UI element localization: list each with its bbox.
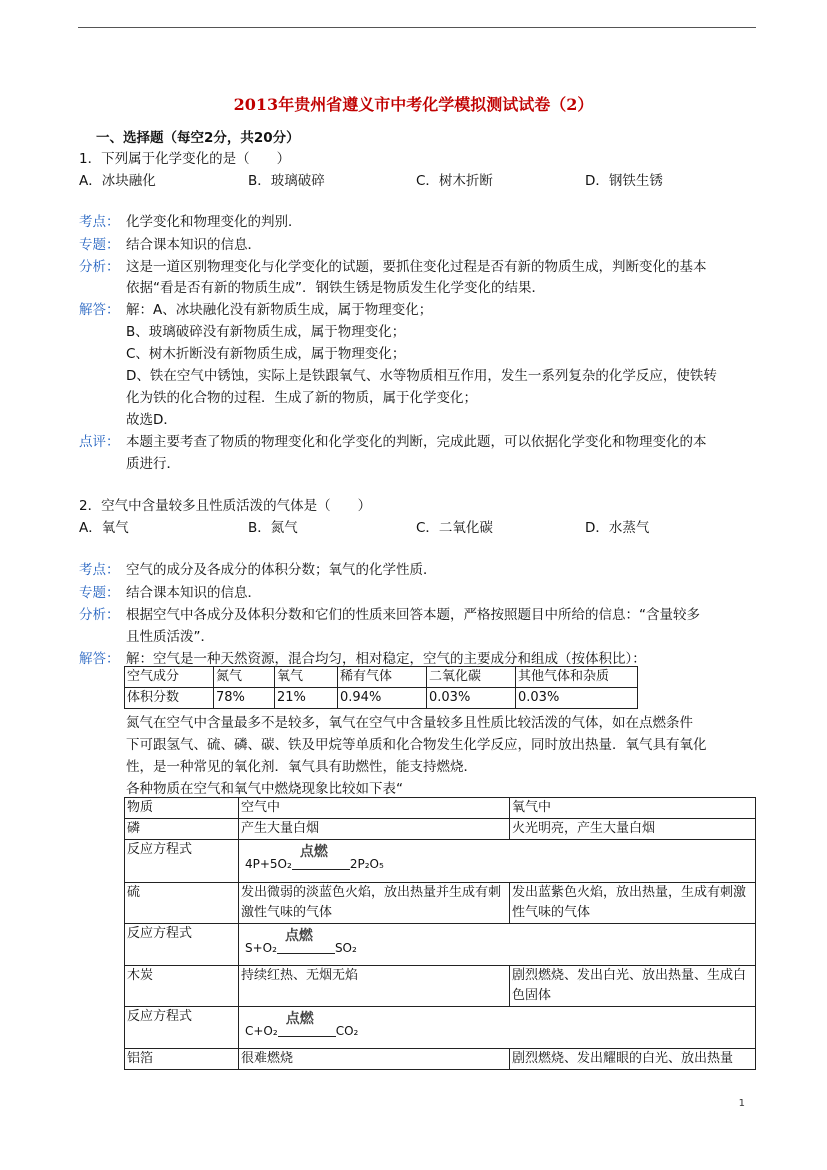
reaction-condition: 点燃 (284, 927, 313, 944)
table-cell: 反应方程式 (125, 924, 239, 966)
table-cell: 其他气体和杂质 (516, 667, 638, 688)
equation-reactants: S+O₂ (245, 941, 277, 955)
table-row (125, 1007, 756, 1049)
section-heading: 一、选择题（每空2分，共20分） (96, 130, 300, 146)
table-cell: 剧烈燃烧、发出白光、放出热量、生成白色固体 (510, 966, 756, 1007)
q2-jieda-label: 解答： (79, 651, 120, 667)
q1-zhuanti-label: 专题： (79, 237, 120, 253)
table-cell: 稀有气体 (338, 667, 427, 688)
q2-fenxi-label: 分析： (79, 607, 120, 623)
equation-products: 2P₂O₅ (349, 857, 384, 871)
page-title: 2013年贵州省遵义市中考化学模拟测试试卷（2） (233, 95, 594, 114)
table-cell: 氮气 (214, 667, 275, 688)
q1-jieda-line: B、玻璃破碎没有新物质生成，属于物理变化； (126, 324, 406, 340)
chemical-equation (245, 927, 357, 958)
header-rule (78, 27, 756, 28)
q1-option-c: C．树木折断 (416, 173, 493, 189)
table-cell: 物质 (125, 798, 239, 819)
table-row (125, 1049, 756, 1070)
table-cell: 空气成分 (125, 667, 214, 688)
reaction-condition: 点燃 (299, 843, 328, 860)
q1-dianping-line: 质进行． (126, 456, 180, 472)
q1-stem: 1．下列属于化学变化的是（ ） (79, 151, 291, 167)
q2-jieda-intro: 解：空气是一种天然资源，混合均匀，相对稳定，空气的主要成分和组成（按体积比）： (126, 651, 646, 667)
q2-option-d: D．水蒸气 (585, 520, 650, 536)
q2-para-line: 性，是一种常见的氧化剂．氧气具有助燃性，能支持燃烧． (126, 759, 477, 775)
table-cell: 发出微弱的淡蓝色火焰，放出热量并生成有刺激性气味的气体 (239, 883, 510, 924)
q2-stem: 2．空气中含量较多且性质活泼的气体是（ ） (79, 498, 372, 514)
table-row (125, 819, 756, 840)
q1-jieda-line: C、树木折断没有新物质生成，属于物理变化； (126, 346, 406, 362)
q1-option-d: D．钢铁生锈 (585, 173, 663, 189)
table-cell: 0.94% (338, 688, 427, 709)
air-composition-table (124, 666, 638, 709)
table-cell: 剧烈燃烧、发出耀眼的白光、放出热量 (510, 1049, 756, 1070)
q1-fenxi-label: 分析： (79, 259, 120, 275)
q2-option-a: A．氧气 (79, 520, 129, 536)
table-cell: 发出蓝紫色火焰，放出热量，生成有刺激性气味的气体 (510, 883, 756, 924)
reaction-arrow (277, 927, 335, 956)
q1-option-b: B．玻璃破碎 (248, 173, 325, 189)
q2-zhuanti: 结合课本知识的信息． (126, 585, 261, 601)
q2-option-b: B．氮气 (248, 520, 298, 536)
table-row (125, 688, 638, 709)
table-cell: 木炭 (125, 966, 239, 1007)
reaction-arrow (292, 843, 350, 872)
q2-kaodian: 空气的成分及各成分的体积分数；氧气的化学性质． (126, 562, 437, 578)
table-cell: 铝箔 (125, 1049, 239, 1070)
table-cell: 产生大量白烟 (239, 819, 510, 840)
q1-zhuanti: 结合课本知识的信息． (126, 237, 261, 253)
table-cell: 持续红热、无烟无焰 (239, 966, 510, 1007)
equation-cell (239, 924, 756, 966)
q1-dianping-line: 本题主要考查了物质的物理变化和化学变化的判断，完成此题，可以依据化学变化和物理变化的本 (126, 434, 707, 450)
q1-fenxi-line: 这是一道区别物理变化与化学变化的试题，要抓住变化过程是否有新的物质生成，判断变化的基本 (126, 259, 707, 275)
table-row (125, 924, 756, 966)
q1-dianping-label: 点评： (79, 434, 120, 450)
q2-kaodian-label: 考点： (79, 562, 120, 578)
q2-option-c: C．二氧化碳 (416, 520, 493, 536)
q2-para-line: 氮气在空气中含量最多不是较多，氧气在空气中含量较多且性质比较活泼的气体，如在点燃条件 (126, 715, 693, 731)
page-number: 1 (738, 1098, 745, 1109)
q2-fenxi-line: 根据空气中各成分及体积分数和它们的性质来回答本题，严格按照题目中所给的信息：“含量较多 (126, 607, 700, 623)
equation-cell (239, 840, 756, 883)
q1-jieda-line: 解：A、冰块融化没有新物质生成，属于物理变化； (126, 302, 433, 318)
table-row (125, 667, 638, 688)
table-cell: 21% (275, 688, 338, 709)
table-cell: 火光明亮，产生大量白烟 (510, 819, 756, 840)
equation-cell (239, 1007, 756, 1049)
table-cell: 磷 (125, 819, 239, 840)
q1-jieda-line: D、铁在空气中锈蚀，实际上是铁跟氧气、水等物质相互作用，发生一系列复杂的化学反应，使铁转 (126, 368, 717, 384)
chemical-equation (245, 843, 384, 874)
q1-jieda-label: 解答： (79, 302, 120, 318)
q1-option-a: A．冰块融化 (79, 173, 156, 189)
table-cell: 氧气中 (510, 798, 756, 819)
table-row (125, 798, 756, 819)
q2-zhuanti-label: 专题： (79, 585, 120, 601)
chemical-equation (245, 1010, 359, 1041)
table-cell: 0.03% (427, 688, 516, 709)
table-cell: 很难燃烧 (239, 1049, 510, 1070)
q2-para-line: 下可跟氢气、硫、磷、碳、铁及甲烷等单质和化合物发生化学反应，同时放出热量．氧气具有氧化 (126, 737, 707, 753)
table-cell: 78% (214, 688, 275, 709)
table-cell: 硫 (125, 883, 239, 924)
table-cell: 氧气 (275, 667, 338, 688)
q1-jieda-line: 故选D． (126, 412, 177, 428)
table-cell: 0.03% (516, 688, 638, 709)
q1-jieda-line: 化为铁的化合物的过程．生成了新的物质，属于化学变化； (126, 390, 477, 406)
table-cell: 反应方程式 (125, 1007, 239, 1049)
q1-kaodian: 化学变化和物理变化的判别． (126, 214, 302, 230)
equation-products: CO₂ (335, 1024, 359, 1038)
q2-fenxi-line: 且性质活泼”． (126, 629, 214, 645)
table-cell: 空气中 (239, 798, 510, 819)
equation-products: SO₂ (334, 941, 357, 955)
table-row (125, 883, 756, 924)
equation-reactants: C+O₂ (245, 1024, 278, 1038)
q1-fenxi-line: 依据“看是否有新的物质生成”．钢铁生锈是物质发生化学变化的结果． (126, 280, 545, 296)
table-cell: 二氧化碳 (427, 667, 516, 688)
table-row (125, 966, 756, 1007)
table-cell: 体积分数 (125, 688, 214, 709)
combustion-table (124, 797, 756, 1070)
reaction-condition: 点燃 (285, 1010, 314, 1027)
q2-para-line: 各种物质在空气和氧气中燃烧现象比较如下表“ (126, 781, 403, 797)
equation-reactants: 4P+5O₂ (245, 857, 292, 871)
table-row (125, 840, 756, 883)
q1-kaodian-label: 考点： (79, 214, 120, 230)
reaction-arrow (278, 1010, 336, 1039)
table-cell: 反应方程式 (125, 840, 239, 883)
